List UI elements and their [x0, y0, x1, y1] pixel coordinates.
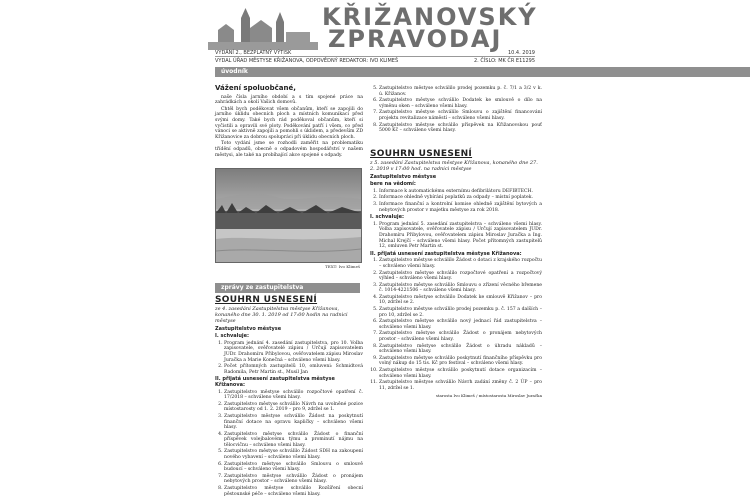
list-item: 1. Zastupitelstvo městyse schválilo Žádost o dotaci z krajského rozpočtu – schváleno všemi hlasy.: [379, 258, 542, 269]
list-item: 11. Zastupitelstvo městyse schválilo Návrh zadání změny č. 2 ÚP – pro 11, zdržel se 1.: [379, 380, 542, 391]
list-item: 2. Zastupitelstvo městyse schválilo rozpočtové opatření a rozpočtový výhled – schváleno všemi hlasy.: [379, 271, 542, 282]
list-item: 3. Informace finanční a kontrolní komise ohledně zajištění bytových a nebytových prostor v majetku městyse za rok 2018.: [379, 202, 542, 213]
editorial-paragraph: naše čísla jarního období a s tím spojené práce na zahrádkách a okolí Vašich domovů.: [215, 94, 363, 106]
edition-label: VYDÁNÍ 2., BEZPLATNÝ VÝTISK: [215, 50, 292, 56]
list-item: 1. Program jednání 5. zasedání zastupitelstva – schváleno všemi hlasy. Volba zapisovatele, ověřovatele zápisu / Určují zapisovatelem JUDr. Drahomíru Přibylovou, ověřovatelem zápisu Miroslav Juračka a Ing. Michal Krejčí – schváleno všemi hlasy. Počet přítomných zastupitelů 12, omluven Petr Martin st.: [379, 222, 542, 250]
continued-resolutions: [370, 86, 542, 135]
resolution-signature: starosta Ivo Klimeš / místostarosta Miroslav Juračka: [435, 393, 542, 399]
section-bar-editorial: úvodník: [215, 67, 750, 77]
resolution-subtitle: z 5. zasedání Zastupitelstva městyse Křižanova, konaného dne 27. 2. 2019 v 17:00 hod. na radnici městyse: [370, 159, 538, 172]
photo-caption: TEXT: Ivo Klimeš: [325, 264, 360, 269]
list-item: 7. Zastupitelstvo městyse schválilo Žádost o pronájem nebytových prostor – schváleno všemi hlasy.: [224, 474, 363, 485]
resolution-body-head: Zastupitelstvo městyse: [215, 325, 282, 332]
list-item: 2. Informace ohledně vybírání poplatků za odpady – místní poplatek.: [379, 195, 542, 201]
continued-list: [370, 86, 542, 134]
resolution-subtitle: ze 4. zasedání Zastupitelstva městyse Křižanova, konaného dne 30. 1. 2019 od 17:00 hodin na radnici městyse: [215, 305, 348, 324]
resolution-approves-head: I. schvaluje:: [215, 333, 250, 340]
section-bar-council-news: zprávy ze zastupitelstva: [215, 283, 360, 293]
landscape-photo-image: [216, 169, 361, 262]
list-item: 4. Zastupitelstvo městyse schválilo Žádost o finanční příspěvek volejbalovému týmu a prominutí nájmu na tělocvičnu – schváleno všemi hlasy.: [224, 432, 363, 449]
list-item: 10. Zastupitelstvo městyse schválilo poskytnutí dotace organizacím – schváleno všemi hlasy.: [379, 368, 542, 379]
resolution-accepted-head: II. přijatá usnesení zastupitelstva městyse Křižanova:: [215, 376, 335, 388]
resolution-noted-head: bere na vědomí:: [370, 181, 416, 188]
approves-list: [215, 341, 363, 376]
landscape-photo: [215, 168, 362, 263]
list-item: 6. Zastupitelstvo městyse schválilo Dodatek ke smlouvě o dílo na výměnu oken – schváleno všemi hlasy.: [379, 98, 542, 109]
list-item: 2. Počet přítomných zastupitelů 10, omluveni: Schmidtová Radomila, Petr Martin st., Musil Jan: [224, 364, 363, 375]
registration-number: 2. ČÍSLO: MK ČR E11295: [473, 58, 535, 64]
list-item: 6. Zastupitelstvo městyse schválilo Smlouvu o smlouvě budoucí – schváleno všemi hlasy.: [224, 462, 363, 473]
list-item: 5. Zastupitelstvo městyse schválilo prodej pozemku p. č. 7/1 a 3/2 v k. ú. Křižanov.: [379, 86, 542, 97]
list-item: 7. Zastupitelstvo městyse schválilo Smlouvu o zajištění financování projektu revitalizace náměstí – schváleno všemi hlasy.: [379, 110, 542, 121]
resolution-title: SOUHRN USNESENÍ: [370, 149, 473, 159]
list-item: 7. Zastupitelstvo městyse schválilo Žádost o pronájem nebytových prostor – schváleno všemi hlasy.: [379, 331, 542, 342]
list-item: 1. Program jednání 4. zasedání zastupitelstva, pro 10. Volba zapisovatele, ověřovatelé zápisu / Určují zapisovatelem JUDr. Drahomíru Přibylovou, ověřovatelem zápisu Miroslav Juračka a Marie Konečná – schváleno všemi hlasy.: [224, 341, 363, 363]
list-item: 8. Zastupitelstvo městyse schválilo Rozšíření obecní pěstounské péče – schváleno všemi hlasy.: [224, 486, 363, 497]
list-item: 5. Zastupitelstvo městyse schválilo prodej pozemku p. č. 157 a dalších – pro 10, zdržel se 2.: [379, 307, 542, 318]
resolution-summary-5: [370, 149, 542, 399]
town-skyline-logo: [208, 8, 318, 50]
resolution-approves-head: I. schvaluje:: [370, 214, 405, 221]
title-line-1: KŘIŽANOVSKÝ: [322, 3, 538, 31]
editorial: [215, 86, 363, 159]
accepted-list: [215, 390, 363, 498]
resolution-title: SOUHRN USNESENÍ: [215, 295, 318, 305]
resolution-accepted-head: II. přijatá usnesení zastupitelstva městyse Křižanova:: [370, 250, 522, 257]
publisher-label: VYDAL ÚŘAD MĚSTYSE KŘIŽANOVA, ODPOVĚDNÝ REDAKTOR: IVO KLIMEŠ: [215, 58, 399, 64]
list-item: 2. Zastupitelstvo městyse schválilo Návrh na uvolněné pozice místostarosty od 1. 2. 2019 – pro 9, zdržel se 1.: [224, 402, 363, 413]
list-item: 3. Zastupitelstvo městyse schválilo Žádost na poskytnutí finanční dotace na opravu kapličky – schváleno všemi hlasy.: [224, 414, 363, 431]
list-item: 8. Zastupitelstvo městyse schválilo Žádost o úhradu nákladů – schváleno všemi hlasy.: [379, 344, 542, 355]
title-line-2: ZPRAVODAJ: [328, 25, 503, 53]
editorial-paragraph: Chtěl bych poděkovat všem občanům, kteří se zapojili do jarního úklidu obecních ploch a místních komunikací před svými domy. Také bych rád poděkoval občanům, kteří si vyčistili a opravili své ploty. Poděkování patří i všem, co před vánoci se aktivně zapojili a pomohli s úklidem, a především ZD Křižanovice za dobrou spolupráci při úklidu obecních ploch.: [215, 106, 363, 140]
list-item: 3. Zastupitelstvo městyse schválilo Smlouvu o zřízení věcného břemene č. 1014-4221506 – schváleno všemi hlasy.: [379, 283, 542, 294]
resolution-summary-4: [215, 295, 363, 498]
list-item: 8. Zastupitelstvo městyse schválilo příspěvek na Křižanovskou pouť 5000 Kč – schváleno všemi hlasy.: [379, 123, 542, 134]
list-item: 4. Zastupitelstvo městyse schválilo Dodatek ke smlouvě Křižanov – pro 10, zdržel se 2.: [379, 295, 542, 306]
accepted-list: [370, 258, 542, 391]
noted-list: [370, 189, 542, 213]
list-item: 5. Zastupitelstvo městyse schválilo Žádost SDH na zakoupení nového vybavení – schváleno všemi hlasy.: [224, 449, 363, 460]
publisher-row: [215, 56, 535, 64]
masthead: [0, 0, 750, 62]
editorial-heading: Vážení spoluobčané,: [215, 84, 296, 92]
resolution-body-head: Zastupitelstvo městyse: [370, 173, 437, 180]
list-item: 1. Informace k automatickému externímu defibrilátoru DEFIBTECH.: [379, 189, 542, 195]
list-item: 9. Zastupitelstvo městyse schválilo poskytnutí finančního příspěvku pro volný nákup do 15 tis. Kč pro festival – schváleno všemi hlasy.: [379, 356, 542, 367]
approves-list: [370, 222, 542, 250]
editorial-paragraph: Toto vydání jsme se rozhodli zaměřit na problematiku třídění odpadů, obecně o odpadovém hospodářství v našem městysi, ale také na probíhající akce spojené s odpady.: [215, 141, 363, 158]
list-item: 6. Zastupitelstvo městyse schválilo nový jednací řád zastupitelstva – schváleno všemi hlasy.: [379, 319, 542, 330]
list-item: 1. Zastupitelstvo městyse schválilo rozpočtové opatření č. 17/2018 – schváleno všemi hlasy.: [224, 390, 363, 401]
issue-date: 10.4. 2019: [507, 50, 535, 56]
